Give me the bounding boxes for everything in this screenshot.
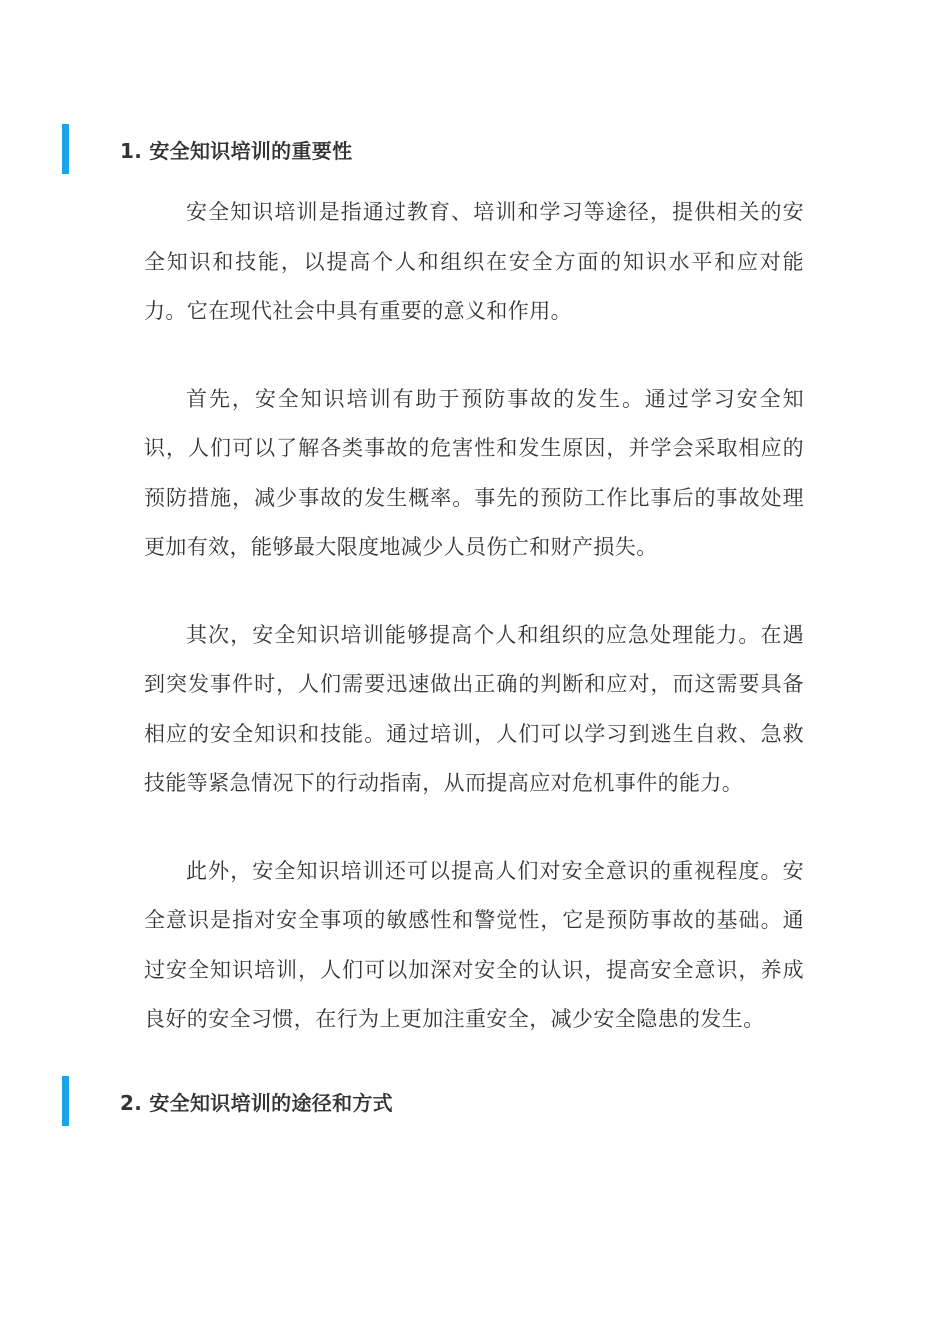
section-title-2: 2. 安全知识培训的途径和方式 bbox=[120, 1090, 393, 1115]
paragraph-3: 其次，安全知识培训能够提高个人和组织的应急处理能力。在遇到突发事件时，人们需要迅速做出正确的判断和应对，而这需要具备相应的安全知识和技能。通过培训，人们可以学习到逃生自救、急救技能等紧急情况下的行动指南，从而提高应对危机事件的能力。 bbox=[144, 622, 804, 795]
section-heading-1 bbox=[62, 124, 352, 174]
paragraph-1: 安全知识培训是指通过教育、培训和学习等途径，提供相关的安全知识和技能，以提高个人和组织在安全方面的知识水平和应对能力。它在现代社会中具有重要的意义和作用。 bbox=[144, 200, 804, 323]
paragraph-2: 首先，安全知识培训有助于预防事故的发生。通过学习安全知识，人们可以了解各类事故的危害性和发生原因，并学会采取相应的预防措施，减少事故的发生概率。事先的预防工作比事后的事故处理更加有效，能够最大限度地减少人员伤亡和财产损失。 bbox=[144, 386, 804, 559]
heading-accent-bar bbox=[62, 1076, 69, 1126]
paragraph-4: 此外，安全知识培训还可以提高人们对安全意识的重视程度。安全意识是指对安全事项的敏感性和警觉性，它是预防事故的基础。通过安全知识培训，人们可以加深对安全的认识，提高安全意识，养成良好的安全习惯，在行为上更加注重安全，减少安全隐患的发生。 bbox=[144, 858, 804, 1031]
section-heading-2 bbox=[62, 1076, 393, 1126]
section-body-1 bbox=[144, 188, 804, 1083]
section-title-1: 1. 安全知识培训的重要性 bbox=[120, 138, 353, 163]
heading-accent-bar bbox=[62, 124, 69, 174]
